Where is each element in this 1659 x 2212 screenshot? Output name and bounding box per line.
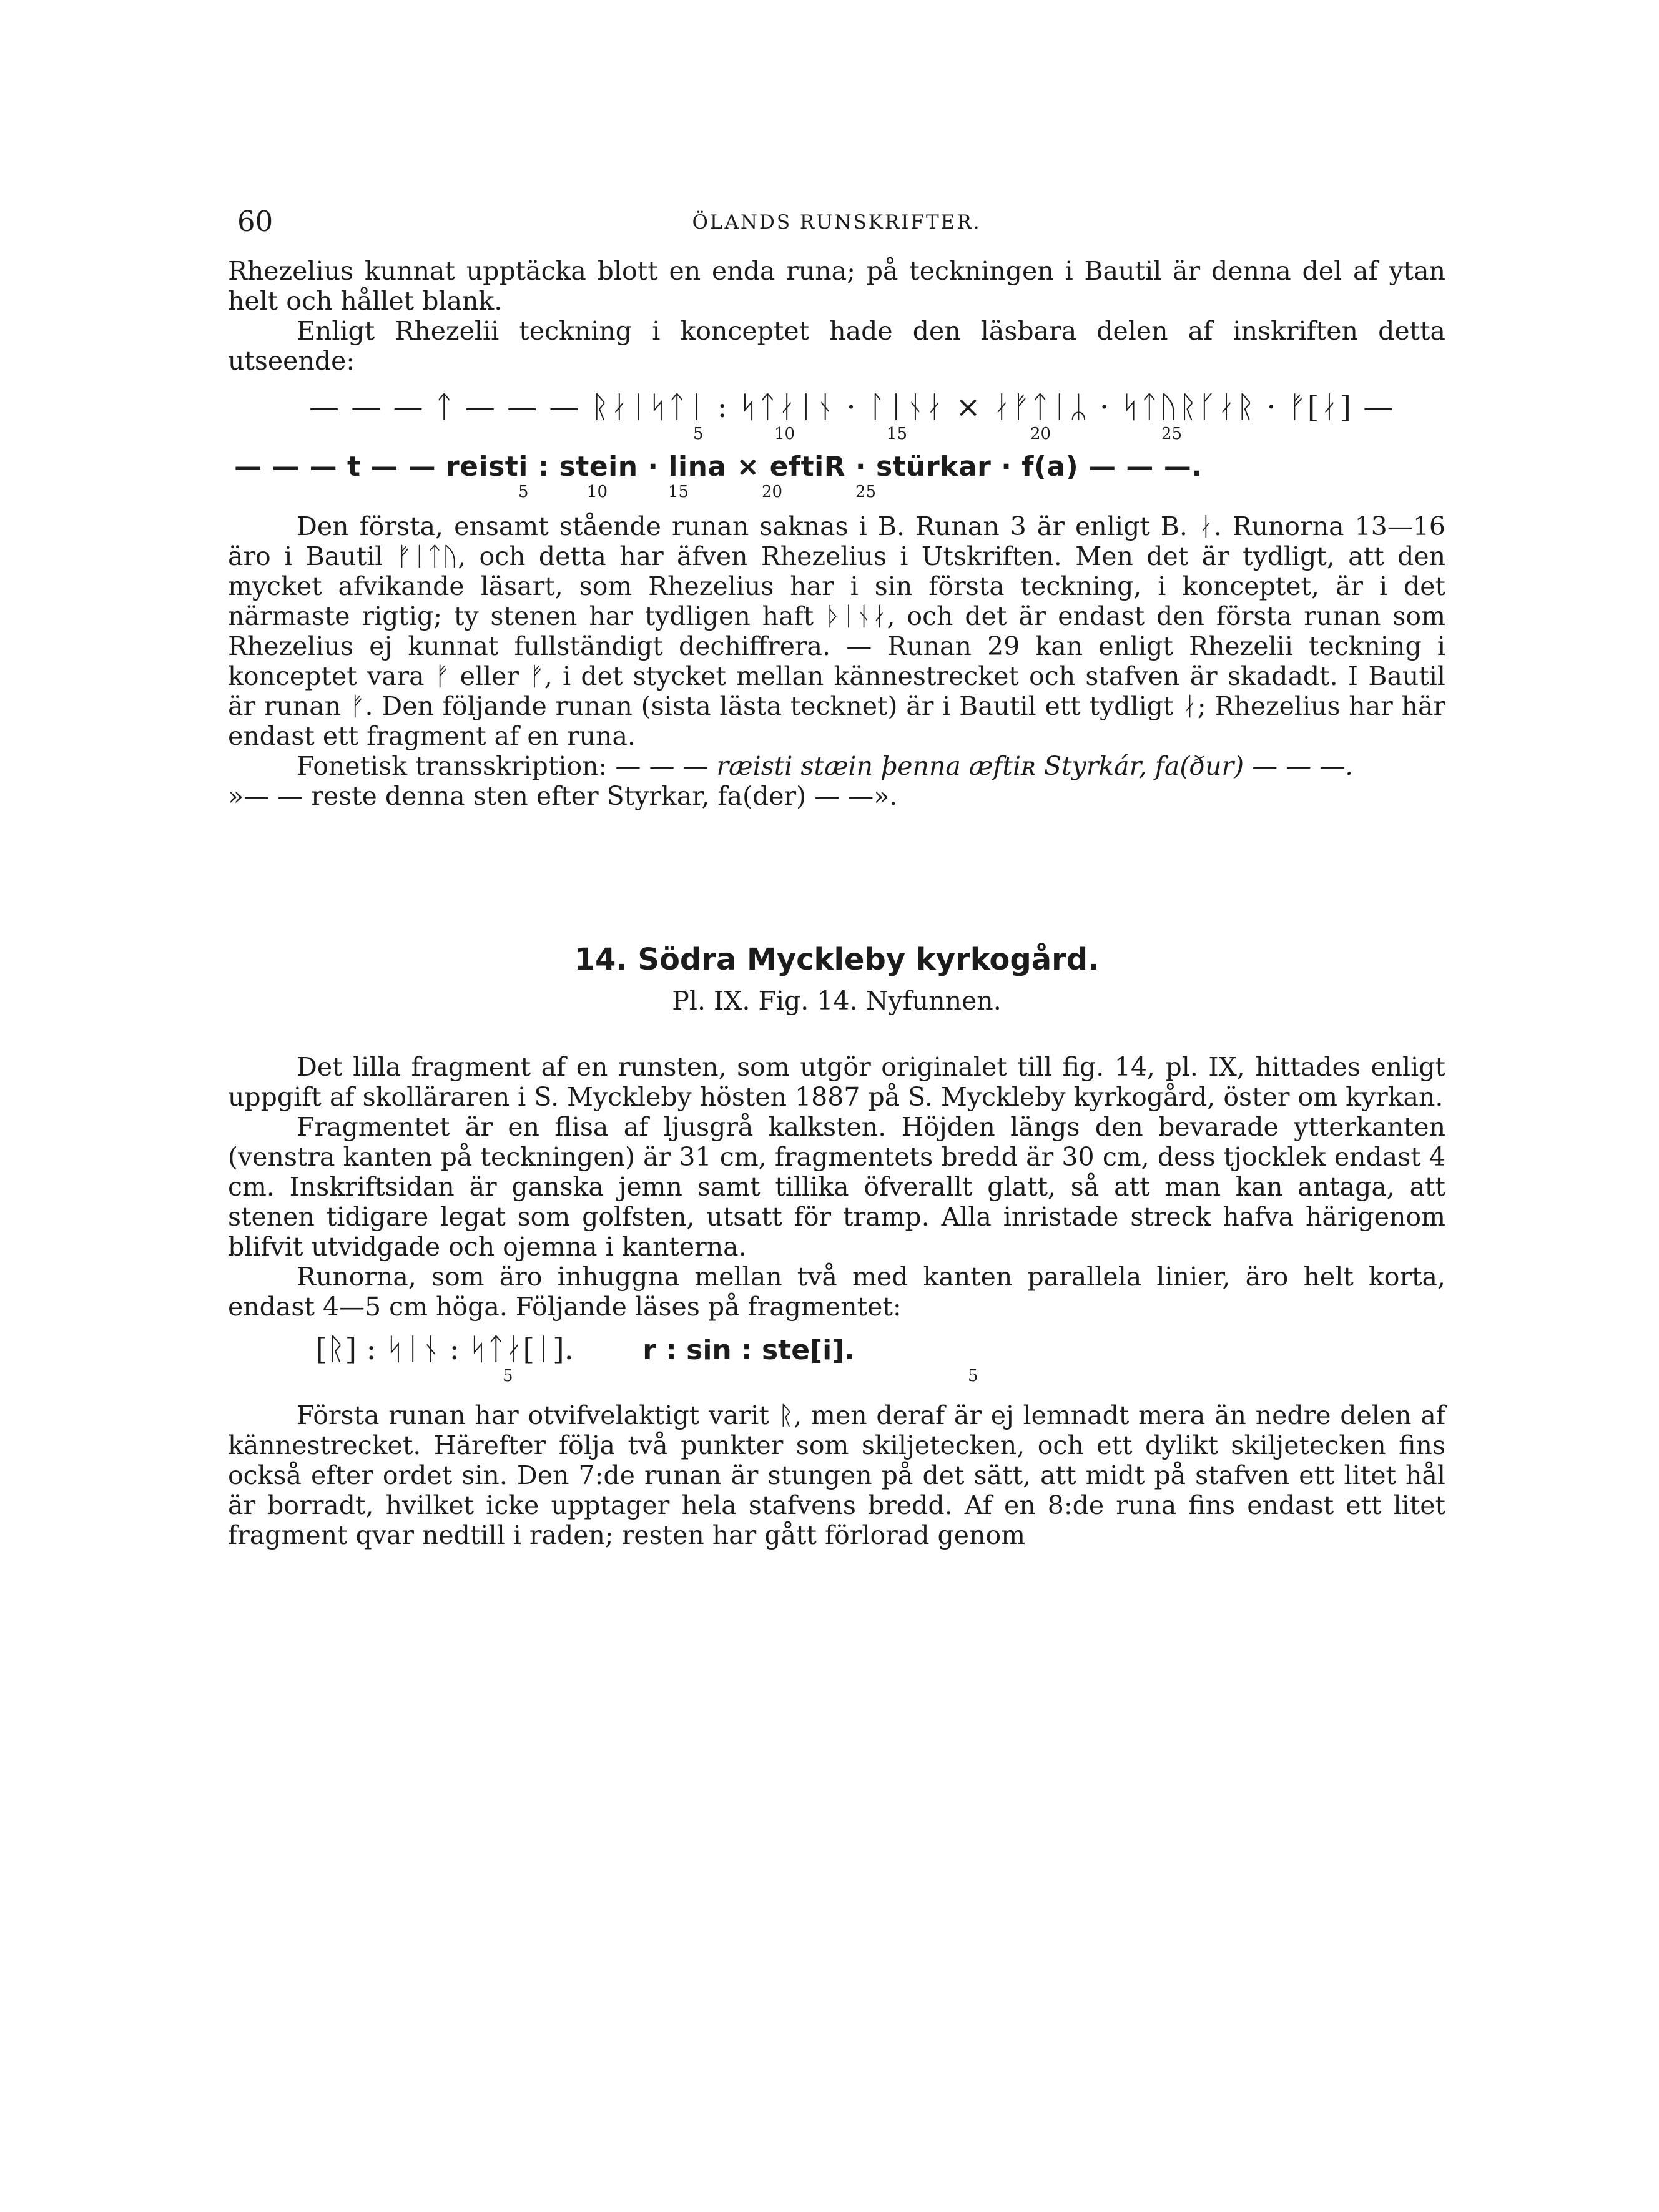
running-head: ÖLANDS RUNSKRIFTER.	[692, 211, 982, 233]
intro-paragraph-1: Rhezelius kunnat upptäcka blott en enda runa; på teckningen i Bautil är denna del af ytan helt och hållet blank.	[228, 256, 1445, 316]
commentary-paragraph: Den första, ensamt stående runan saknas i B. Runan 3 är enligt B. ᛅ. Runorna 13—16 äro i Bautil ᚠᛁᛏᚢ, och detta har äfven Rhezelius i Utskriften. Men det är tydligt, att den mycket afvikande läsart, som Rhezelius har i sin första teckning, i konceptet, är i det närmaste rigtig; ty stenen har tydligen haft ᚦᛁᚾᛅ, och det är endast den första runan som Rhezelius ej kunnat fullständigt dechiffrera. — Runan 29 kan enligt Rhezelii teckning i konceptet vara ᚠ eller ᚠ, i det stycket mellan kännestrecket och stafven är skadadt. I Bautil är runan ᚠ. Den följande runan (sista lästa tecknet) är i Bautil ett tydligt ᛅ; Rhezelius har här endast ett fragment af en runa.	[228, 511, 1445, 751]
fragment-runes: [ᚱ] : ᛋᛁᚾ : ᛋᛏᛅ[ᛁ].	[315, 1332, 574, 1367]
translation: »— — reste denna sten efter Styrkar, fa(der) — —».	[228, 781, 898, 811]
runic-text: — — — ᛏ — — — ᚱᛅᛁᛋᛏᛁ : ᛋᛏᛅᛁᚾ · ᛚᛁᚾᛅ × ᛅᚠᛏᛁᛦ · ᛋᛏᚢᚱᚴᛅᚱ · ᚠ[ᛅ] —	[309, 390, 1395, 425]
translit-number: 15	[668, 483, 689, 501]
runic-number: 15	[887, 425, 908, 443]
document-page	[228, 200, 1445, 1550]
runic-number: 20	[1030, 425, 1051, 443]
intro-paragraph-2: Enligt Rhezelii teckning i konceptet hade den läsbara delen af inskriften detta utseende:	[228, 316, 1445, 376]
section-paragraph-3: Runorna, som äro inhuggna mellan två med kanten parallela linier, äro helt korta, endast 4—5 cm höga. Följande läses på fragmentet:	[228, 1262, 1445, 1322]
section-title: 14. Södra Myckleby kyrkogård.	[574, 942, 1100, 977]
translit-number: 20	[762, 483, 783, 501]
plate-reference: Pl. IX. Fig. 14. Nyfunnen.	[672, 986, 1002, 1016]
section-paragraph-2: Fragmentet är en flisa af ljusgrå kalksten. Höjden längs den bevarade ytterkanten (venstra kanten på teckningen) är 31 cm, fragmentets bredd är 30 cm, dess tjocklek endast 4 cm. Inskriftsidan är ganska jemn samt tillika öfverallt glatt, så att man kan antaga, att stenen tidigare legat som golfsten, utsatt för tramp. Alla inristade streck hafva härigenom blifvit utvidgade och ojemna i kanterna.	[228, 1112, 1445, 1262]
fragment-number: 5	[968, 1367, 978, 1385]
runic-number: 25	[1161, 425, 1183, 443]
fragment-transliteration: r : sin : ste[i].	[642, 1334, 855, 1366]
translit-number: 10	[587, 483, 608, 501]
transliteration-line: — — — t — — reisti : stein · lina × eftiR · stürkar · f(a) — — —.	[234, 451, 1203, 483]
page-header	[228, 200, 1445, 250]
translit-number: 25	[855, 483, 877, 501]
runic-position-numbers	[228, 425, 1445, 450]
fragment-number: 5	[503, 1367, 513, 1385]
fragment-inscription	[228, 1332, 1445, 1367]
phonetic-text: — — — ræisti stæin þenna æftiʀ Styrkár, fa(ður) — — —.	[615, 751, 1354, 781]
section-paragraph-4: Första runan har otvifvelaktigt varit ᚱ, men deraf är ej lemnadt mera än nedre delen af kännestrecket. Härefter följa två punkter som skiljetecken, och ett dylikt skiljetecken fins också efter ordet sin. Den 7:de runan är stungen på det sätt, att midt på stafven ett litet hål är borradt, hvilket icke upptager hela stafvens bredd. Af en 8:de runa fins endast ett litet fragment qvar nedtill i raden; resten har gått förlorad genom	[228, 1400, 1445, 1550]
phonetic-label: Fonetisk transskription:	[297, 751, 608, 781]
phonetic-transcription	[228, 751, 1445, 781]
translit-position-numbers	[228, 483, 1445, 508]
fragment-position-numbers	[228, 1367, 1445, 1392]
runic-number: 5	[693, 425, 704, 443]
runic-number: 10	[774, 425, 795, 443]
section-paragraph-1: Det lilla fragment af en runsten, som utgör originalet till fig. 14, pl. IX, hittades enligt uppgift af skolläraren i S. Myckleby hösten 1887 på S. Myckleby kyrkogård, öster om kyrkan.	[228, 1052, 1445, 1112]
runic-inscription-line	[228, 390, 1445, 425]
page-number: 60	[237, 205, 273, 238]
translit-number: 5	[518, 483, 529, 501]
